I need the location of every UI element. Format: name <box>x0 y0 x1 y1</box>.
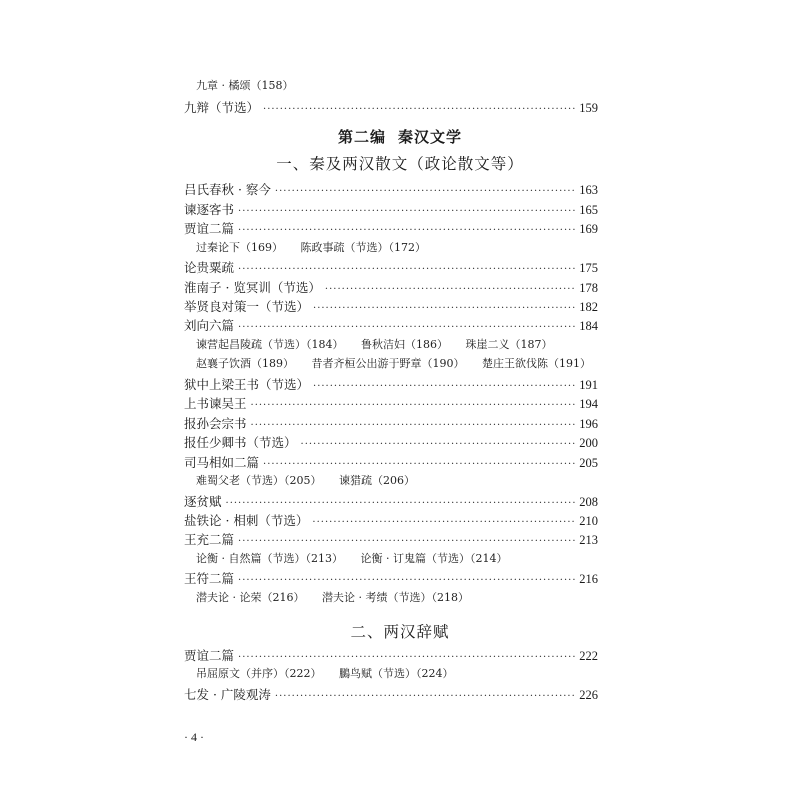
entry-title: 盐铁论 · 相刺（节选） <box>184 513 309 528</box>
toc-entry <box>184 278 598 298</box>
page-number: · 4 · <box>184 730 204 744</box>
toc-entry <box>184 219 598 239</box>
toc-entry <box>184 316 598 336</box>
entry-page: 191 <box>579 378 598 392</box>
toc-entry <box>184 414 598 434</box>
entry-title: 王符二篇 <box>184 571 235 586</box>
entry-page: 184 <box>579 319 598 333</box>
toc-entry <box>184 258 598 278</box>
sub-entry: 潜夫论 · 论荣（216） <box>196 591 305 604</box>
sub-entry: 昔者齐桓公出游于野章（190） <box>311 357 465 370</box>
dot-leader <box>238 318 575 338</box>
entry-title: 上书谏吴王 <box>184 396 247 411</box>
sub-entries-liuxiang-1 <box>196 336 567 354</box>
entry-page: 163 <box>579 183 598 197</box>
entry-page: 178 <box>579 281 598 295</box>
section-heading-1: 一、秦及两汉散文（政论散文等） <box>276 155 524 173</box>
part-title: 秦汉文学 <box>398 128 463 146</box>
dot-leader <box>275 687 575 707</box>
part-label: 第二编 <box>337 128 386 146</box>
sub-entries-liuxiang-2 <box>196 355 605 373</box>
entry-page: 196 <box>579 417 598 431</box>
entry-page: 159 <box>579 101 598 115</box>
toc-entry <box>184 685 598 705</box>
sub-entry: 珠崖二义（187） <box>465 338 553 351</box>
entry-page: 182 <box>579 300 598 314</box>
entry-title: 吕氏春秋 · 察今 <box>184 182 271 197</box>
section-heading-2: 二、两汉辞赋 <box>350 623 450 641</box>
sub-entry: 谏猎疏（206） <box>339 474 415 487</box>
dot-leader <box>238 532 575 552</box>
entry-title: 逐贫赋 <box>184 494 222 509</box>
toc-entry <box>184 433 598 453</box>
dot-leader <box>263 100 575 120</box>
entry-page: 165 <box>579 203 598 217</box>
entry-page: 175 <box>579 261 598 275</box>
entry-title: 谏逐客书 <box>184 202 235 217</box>
dot-leader <box>238 260 575 280</box>
dot-leader <box>238 571 575 591</box>
entry-title: 刘向六篇 <box>184 318 235 333</box>
toc-entry <box>184 180 598 200</box>
entry-page: 200 <box>579 436 598 450</box>
sub-entry: 鵩鸟赋（节选）（224） <box>339 667 454 680</box>
entry-title: 九辩（节选） <box>184 100 260 115</box>
entry-page: 205 <box>579 456 598 470</box>
sub-entry: 九章 · 橘颂（158） <box>196 79 294 92</box>
entry-page: 216 <box>579 572 598 586</box>
sub-entries-jiayi <box>196 239 440 257</box>
toc-entry <box>184 375 598 395</box>
sub-entry: 潜夫论 · 考绩（节选）（218） <box>322 591 469 604</box>
entry-title: 贾谊二篇 <box>184 221 235 236</box>
sub-entry: 谏营起昌陵疏（节选）（184） <box>196 338 344 351</box>
sub-entries-wangchong <box>196 550 522 568</box>
toc-entry <box>184 569 598 589</box>
sub-entries-jiayi-fu <box>196 665 468 683</box>
sub-entry: 赵襄子饮酒（189） <box>196 357 294 370</box>
dot-leader <box>238 221 575 241</box>
sub-entry: 鲁秋洁妇（186） <box>361 338 448 351</box>
entry-title: 淮南子 · 览冥训（节选） <box>184 280 321 295</box>
entry-page: 194 <box>579 397 598 411</box>
entry-page: 213 <box>579 533 598 547</box>
sub-entries-sima <box>196 472 429 490</box>
entry-page: 210 <box>579 514 598 528</box>
entry-page: 208 <box>579 495 598 509</box>
sub-entry: 楚庄王欲伐陈（191） <box>482 357 591 370</box>
toc-entry-jiubian <box>184 98 598 118</box>
sub-entry: 论衡 · 自然篇（节选）（213） <box>196 552 343 565</box>
toc-entry <box>184 511 598 531</box>
entry-page: 222 <box>579 649 598 663</box>
toc-entry <box>184 453 598 473</box>
dot-leader <box>251 396 576 416</box>
entry-title: 报孙会宗书 <box>184 416 247 431</box>
toc-entry <box>184 492 598 512</box>
sub-entry: 难蜀父老（节选）（205） <box>196 474 322 487</box>
entry-title: 王充二篇 <box>184 532 235 547</box>
entry-title: 论贵粟疏 <box>184 260 235 275</box>
entry-title: 贾谊二篇 <box>184 648 235 663</box>
dot-leader <box>301 435 576 455</box>
entry-page: 226 <box>579 688 598 702</box>
toc-entry <box>184 646 598 666</box>
toc-entry <box>184 200 598 220</box>
sub-entry: 陈政事疏（节选）（172） <box>300 241 426 254</box>
toc-entry <box>184 530 598 550</box>
sub-entries-jiuzhang <box>196 77 308 95</box>
sub-entry: 吊屈原文（并序）（222） <box>196 667 322 680</box>
part-heading <box>0 126 800 147</box>
sub-entries-wangfu <box>196 589 483 607</box>
entry-page: 169 <box>579 222 598 236</box>
entry-title: 报任少卿书（节选） <box>184 435 297 450</box>
entry-title: 狱中上梁王书（节选） <box>184 377 310 392</box>
toc-entry <box>184 394 598 414</box>
sub-entry: 过秦论下（169） <box>196 241 283 254</box>
dot-leader <box>275 182 575 202</box>
entry-title: 司马相如二篇 <box>184 455 260 470</box>
toc-entry <box>184 297 598 317</box>
entry-title: 七发 · 广陵观涛 <box>184 687 271 702</box>
entry-title: 举贤良对策一（节选） <box>184 299 310 314</box>
sub-entry: 论衡 · 订鬼篇（节选）（214） <box>360 552 508 565</box>
